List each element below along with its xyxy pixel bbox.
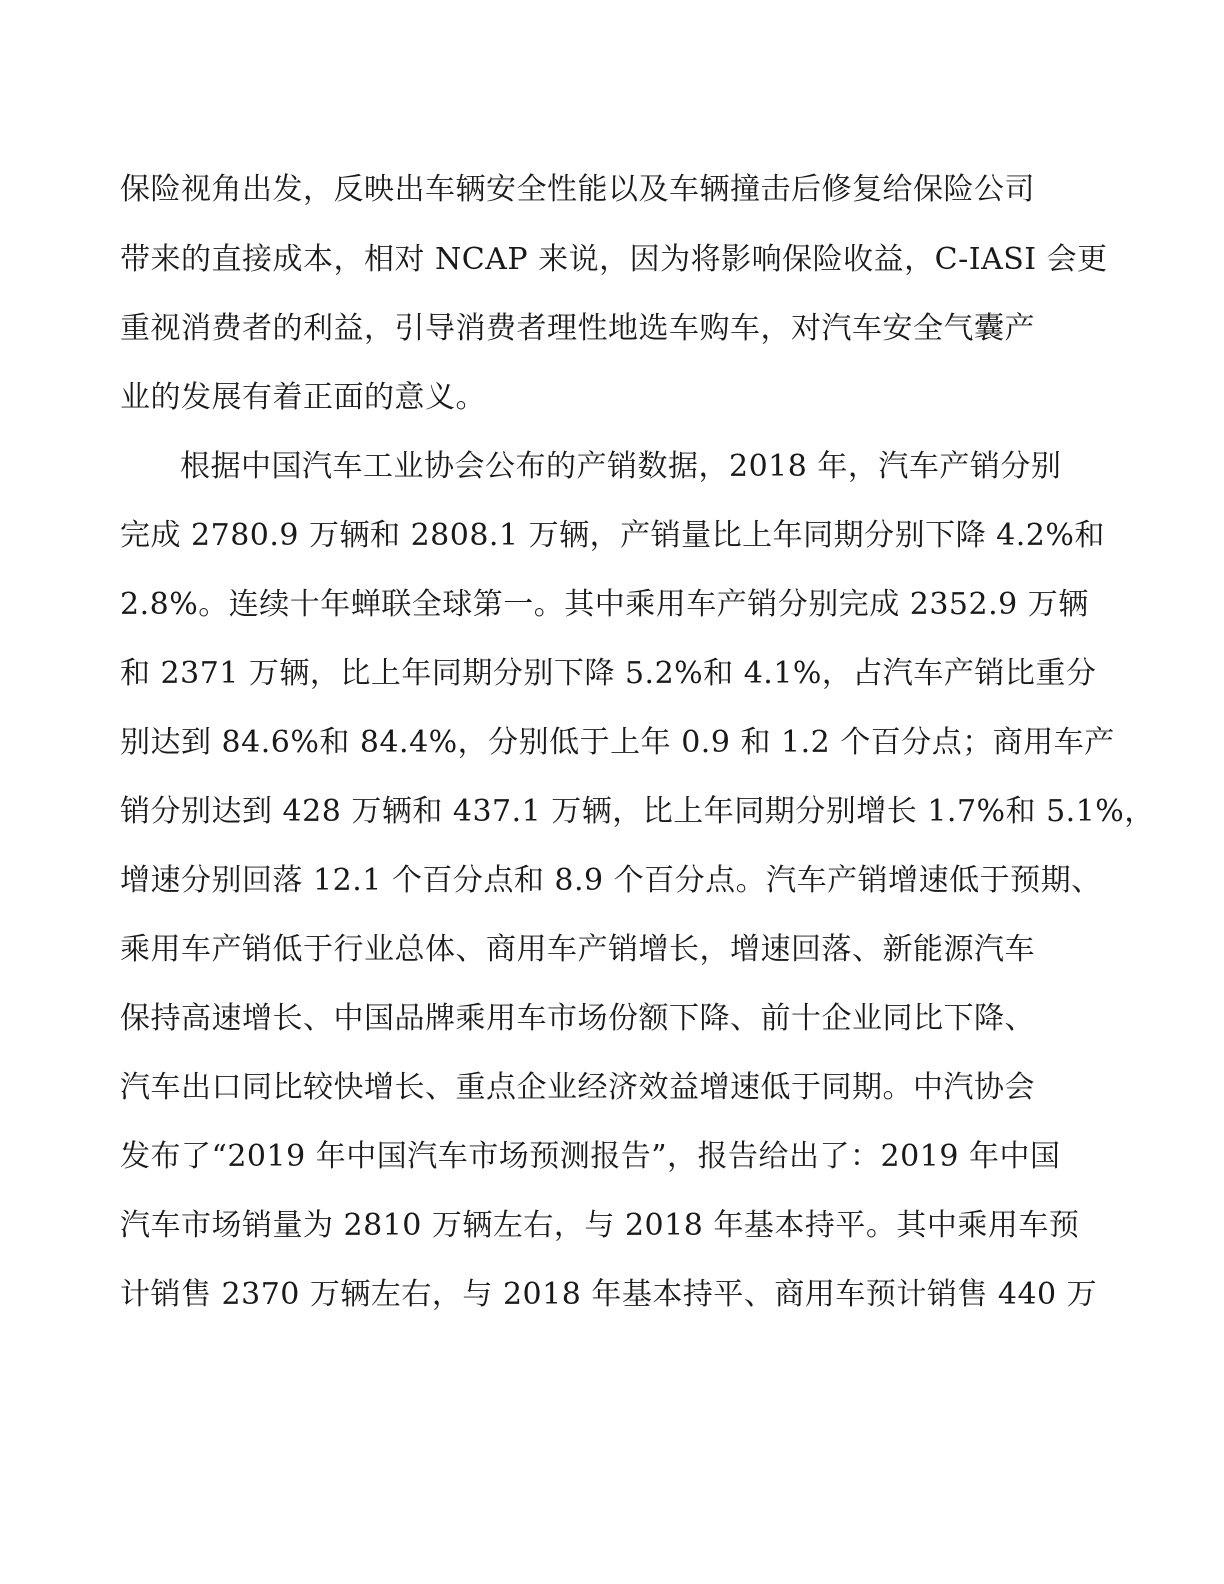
paragraph-2-line-5: 别达到 84.6%和 84.4%，分别低于上年 0.9 和 1.2 个百分点；商用车产 xyxy=(120,725,1115,760)
paragraph-1-line-1: 保险视角出发，反映出车辆安全性能以及车辆撞击后修复给保险公司 xyxy=(120,172,1035,207)
paragraph-1-line-3: 重视消费者的利益，引导消费者理性地选车购车，对汽车安全气囊产 xyxy=(120,311,1035,346)
paragraph-2-line-8: 乘用车产销低于行业总体、商用车产销增长，增速回落、新能源汽车 xyxy=(120,932,1035,967)
paragraph-1-line-4: 业的发展有着正面的意义。 xyxy=(120,380,486,415)
paragraph-2-line-1: 根据中国汽车工业协会公布的产销数据，2018 年，汽车产销分别 xyxy=(180,449,1062,484)
paragraph-2-line-13: 计销售 2370 万辆左右，与 2018 年基本持平、商用车预计销售 440 万 xyxy=(120,1277,1098,1312)
paragraph-2-line-10: 汽车出口同比较快增长、重点企业经济效益增速低于同期。中汽协会 xyxy=(120,1070,1035,1105)
paragraph-2-line-6: 销分别达到 428 万辆和 437.1 万辆，比上年同期分别增长 1.7%和 5.1%， xyxy=(120,794,1155,829)
paragraph-2-line-2: 完成 2780.9 万辆和 2808.1 万辆，产销量比上年同期分别下降 4.2%和 xyxy=(120,518,1105,553)
paragraph-2-line-4: 和 2371 万辆，比上年同期分别下降 5.2%和 4.1%，占汽车产销比重分 xyxy=(120,656,1097,691)
paragraph-2-line-7: 增速分别回落 12.1 个百分点和 8.9 个百分点。汽车产销增速低于预期、 xyxy=(120,863,1102,898)
paragraph-2-line-12: 汽车市场销量为 2810 万辆左右，与 2018 年基本持平。其中乘用车预 xyxy=(120,1208,1080,1243)
paragraph-2-line-11: 发布了“2019 年中国汽车市场预测报告”，报告给出了：2019 年中国 xyxy=(120,1139,1061,1174)
paragraph-2-line-9: 保持高速增长、中国品牌乘用车市场份额下降、前十企业同比下降、 xyxy=(120,1001,1035,1036)
paragraph-2-line-3: 2.8%。连续十年蝉联全球第一。其中乘用车产销分别完成 2352.9 万辆 xyxy=(120,587,1089,622)
paragraph-1-line-2: 带来的直接成本，相对 NCAP 来说，因为将影响保险收益，C-IASI 会更 xyxy=(120,242,1108,277)
